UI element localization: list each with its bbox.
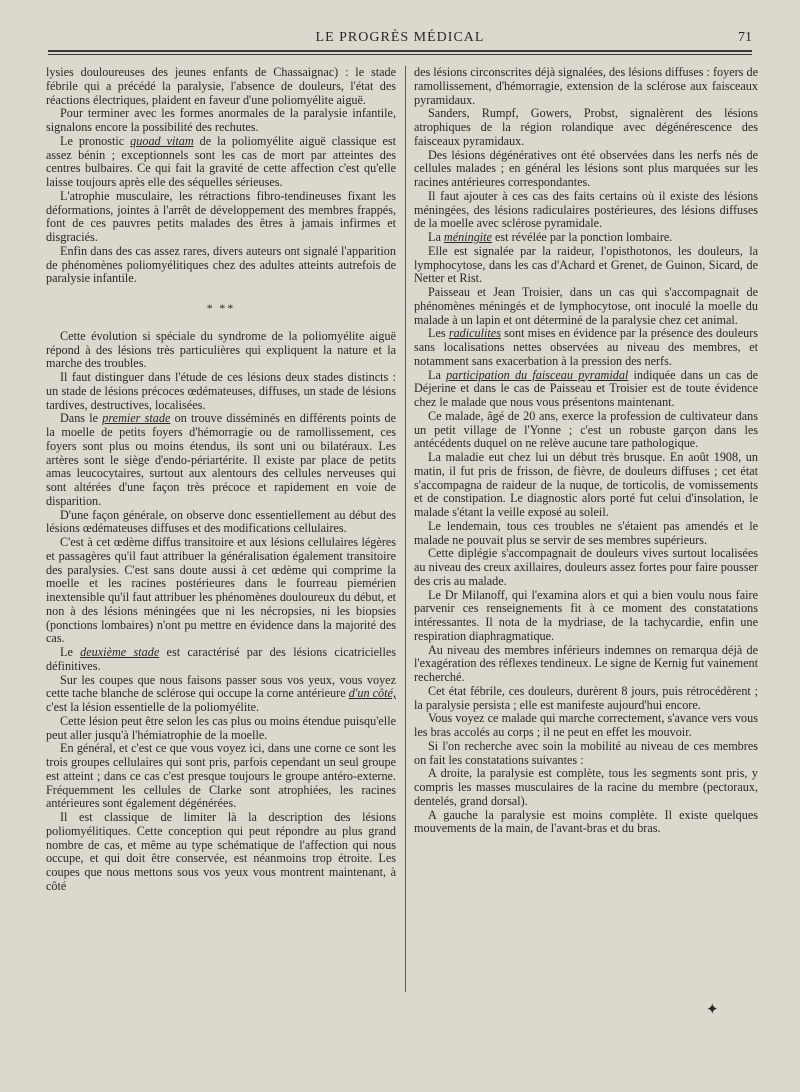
paragraph: Les radiculites sont mises en évidence par la présence des douleurs sans localisations nettes observées au niveau des membres, et notamment sans exacerbation à la pression des nerfs. (414, 326, 758, 368)
paragraph: C'est à cet œdème diffus transitoire et aux lésions cellulaires légères et passagères qu'il faut attribuer la généralisation également transitoire des paralysies. C'est sans doute aussi à cet œdème qui comprime la moelle et les racines postérieures dans le fourreau piemérien inextensible qu'il faut attribuer les phénomènes douloureux du début, et non à des lésions méningées que ni les nécropsies, ni les biopsies (ponctions lombaires) n'ont pu mettre en évidence dans la majorité des cas. (46, 535, 396, 646)
paragraph: A droite, la paralysie est complète, tous les segments sont pris, y compris les masses musculaires de la racine du membre (pectoraux, dentelés, grand dorsal). (414, 766, 758, 808)
paragraph: A gauche la paralysie est moins complète. Il existe quelques mouvements de la main, de l'avant-bras et du bras. (414, 807, 758, 836)
paragraph: Le lendemain, tous ces troubles ne s'étaient pas amendés et le malade ne pouvait plus se servir de ses membres supérieurs. (414, 518, 758, 547)
paragraph: La maladie eut chez lui un début très brusque. En août 1908, un matin, il fut pris de frisson, de fièvre, de douleurs diffuses ; cet état s'accompagna de raideur de la nuque, de torticolis, de vomissements et de constipation. Le diagnostic alors porté fut celui d'insolation, le malade s'étant la veille exposé au soleil. (414, 450, 758, 519)
paragraph: L'atrophie musculaire, les rétractions fibro-tendineuses fixant les déformations, jointes à l'arrêt de développement des membres frappés, font de ces pauvres petits malades des êtres à jamais infirmes et disgraciés. (46, 188, 396, 244)
paragraph: Le deuxième stade est caractérisé par des lésions cicatricielles définitives. (46, 645, 396, 673)
paragraph: Il est classique de limiter là la description des lésions poliomyélitiques. Cette conception qui peut répondre au plus grand nombre de cas, et même au type schématique de l'affection qui nous occupe, et qui doit être conservée, est néanmoins trop étroite. Les coupes que nous mettons sous vos yeux vous montrent maintenant, à côté (46, 810, 396, 893)
paragraph: Il faut ajouter à ces cas des faits certains où il existe des lésions méningées, des lésions radiculaires postérieures, des lésions diffuses de la moelle avec sclérose pyramidale. (414, 188, 758, 231)
paragraph: Cet état fébrile, ces douleurs, durèrent 8 jours, puis rétrocédèrent ; la paralysie persista ; elle est manifeste aujourd'hui encore. (414, 683, 758, 712)
paragraph: Vous voyez ce malade qui marche correctement, s'avance vers vous les bras accolés au corps ; il ne peut en effet les mouvoir. (414, 711, 758, 739)
paragraph: Cette diplégie s'accompagnait de douleurs vives surtout localisées au niveau des creux axillaires, douleurs assez fortes pour faire pousser des cris au malade. (414, 546, 758, 588)
paragraph: En général, et c'est ce que vous voyez ici, dans une corne ce sont les trois groupes cellulaires qui sont pris, parfois cependant un seul groupe est atteint ; dans ce cas c'est presque toujours le groupe antéro-externe. Fréquemment les cellules de Clarke sont atrophiées, les racines antérieures sont également dégénérées. (46, 741, 396, 811)
paragraph: Pour terminer avec les formes anormales de la paralysie infantile, signalons encore la possibilité des rechutes. (46, 106, 396, 134)
paragraph: La méningite est révélée par la ponction lombaire. (428, 230, 673, 244)
paragraph: Paisseau et Jean Troisier, dans un cas qui s'accompagnait de phénomènes méningés et de lymphocytose, ont inoculé la moelle du malade à un lapin et ont déterminé de la paralysie chez cet animal. (414, 285, 758, 327)
column-divider (405, 66, 406, 992)
right-column (414, 66, 758, 836)
paragraph: Enfin dans des cas assez rares, divers auteurs ont signalé l'apparition de phénomènes poliomyélitiques chez des adultes atteints autrefois de paralysie infantile. (46, 243, 396, 286)
paragraph: Le pronostic quoad vitam de la poliomyélite aiguë classique est assez bénin ; exceptionnels sont les cas de mort par atteintes des centres bulbaires. Ce qui fait la gravité de cette affection c'est qu'elle laisse toujours après elle des séquelles sérieuses. (46, 133, 396, 189)
paragraph: Sur les coupes que nous faisons passer sous vos yeux, vous voyez cette tache blanche de sclérose qui occupe la corne antérieure d'un côté, c'est la lésion essentielle de la poliomyélite. (46, 672, 396, 714)
paragraph: lysies douloureuses des jeunes enfants de Chassaignac) : le stade fébrile qui a précédé la paralysie, l'absence de douleurs, l'état des réactions électriques, plaident en faveur d'une poliomyélite aiguë. (46, 65, 396, 107)
paragraph: Ce malade, âgé de 20 ans, exerce la profession de cultivateur dans un petit village de l'Yonne ; c'est un robuste garçon dans les antécédents duquel on ne relève aucune tare pathologique. (414, 408, 758, 451)
paragraph: Au niveau des membres inférieurs indemnes on remarqua déjà de l'exagération des réflexes tendineux. Le signe de Kernig fut vainement recherché. (414, 642, 758, 684)
left-column (46, 66, 396, 894)
paragraph: La participation du faisceau pyramidal indiquée dans un cas de Déjerine et dans le cas de Paisseau et Troisier est de toute évidence chez le malade que nous vous présentons maintenant. (414, 367, 758, 409)
page-number: 71 (738, 30, 752, 45)
paragraph: Elle est signalée par la raideur, l'opisthotonos, les douleurs, la lymphocytose, dans les cas d'Achard et Grenet, de Guinon, Sicard, de Netter et Rist. (414, 243, 758, 286)
paragraph: Il faut distinguer dans l'étude de ces lésions deux stades distincts : un stade de lésions précoces œdémateuses, diffuses, un stade de lésions tardives, destructives, localisées. (46, 370, 396, 412)
paragraph: Dans le premier stade on trouve disséminés en différents points de la moelle de petits foyers d'hémorragie ou de ramollissement, ces foyers sont plus ou moins étendus, ils sont uni ou bilatéraux. Les artères sont le siège d'endo-périartérite. Il existe par place de petits amas leucocytaires, surtout aux alentours des cellules nerveuses qui sont altérées d'une façon très précoce et rapidement en voie de disparition. (46, 411, 397, 508)
page-header (48, 26, 752, 52)
paragraph: Des lésions dégénératives ont été observées dans les nerfs nés de cellules malades ; en général les lésions sont plus marquées sur les racines antérieures correspondantes. (414, 147, 758, 189)
header-rule (48, 50, 752, 55)
paragraph: Si l'on recherche avec soin la mobilité au niveau de ces membres on fait les constatations suivantes : (414, 738, 758, 767)
paragraph: Cette évolution si spéciale du syndrome de la poliomyélite aiguë répond à des lésions très particulières qui expliquent la nature et la marche des troubles. (46, 328, 396, 371)
section-asterism: * ** (206, 301, 236, 315)
paragraph: des lésions circonscrites déjà signalées, des lésions diffuses : foyers de ramollissement, d'hémorragie, extension de la sclérose aux faisceaux pyramidaux. (414, 65, 758, 107)
paragraph: Le Dr Milanoff, qui l'examina alors et qui a bien voulu nous faire parvenir ces renseignements fit à ce moment des constatations intéressantes. Il nota de la mydriase, de la tachycardie, enfin une respiration diaphragmatique. (414, 587, 758, 643)
paragraph: D'une façon générale, on observe donc essentiellement au début des lésions œdémateuses diffuses et des modifications cellulaires. (46, 507, 396, 536)
paragraph: Sanders, Rumpf, Gowers, Probst, signalèrent des lésions atrophiques de la région rolandique avec dégénérescence des faisceaux pyramidaux. (414, 106, 758, 148)
running-title: LE PROGRÈS MÉDICAL (315, 30, 485, 45)
paragraph: Cette lésion peut être selon les cas plus ou moins étendue puisqu'elle peut aller jusqu'à l'hémiatrophie de la moelle. (46, 713, 396, 742)
end-ornament-icon: ✦ (706, 1002, 719, 1018)
